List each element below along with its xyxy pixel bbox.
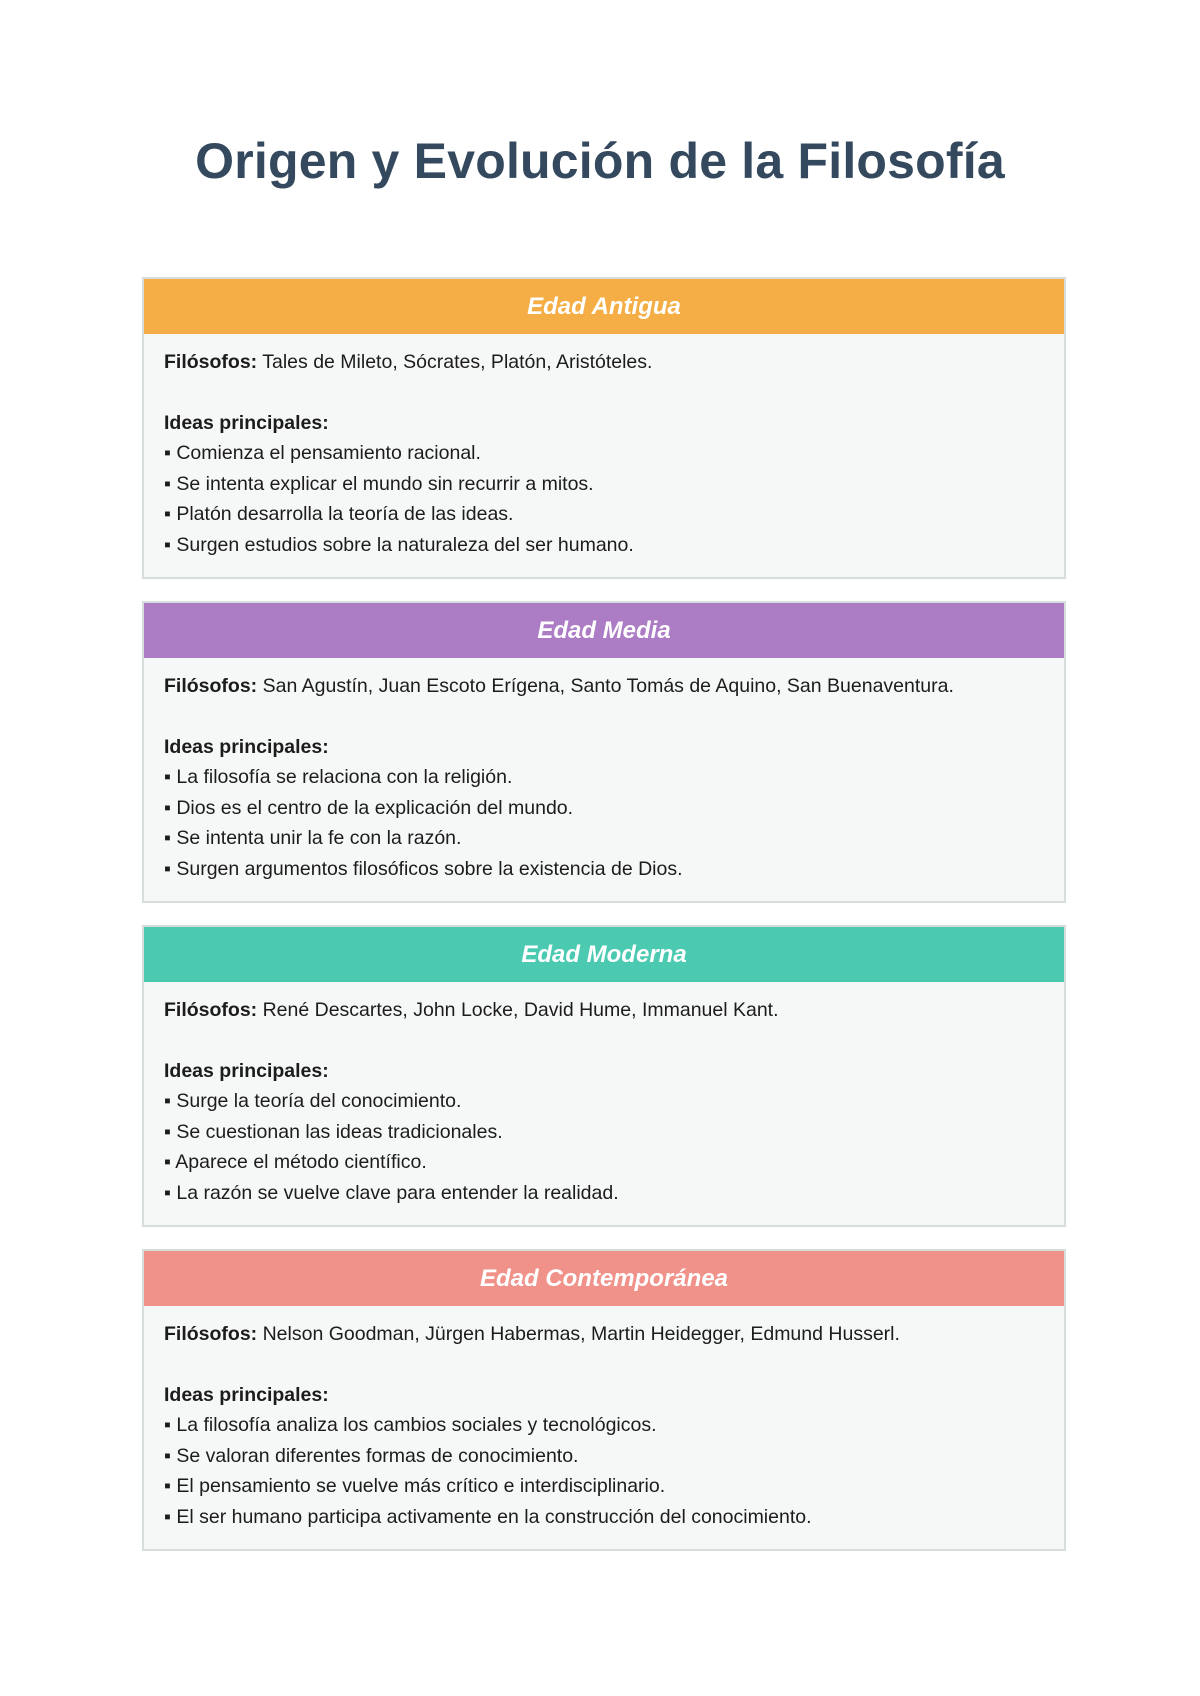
idea-text: Se intenta explicar el mundo sin recurrir a mitos. [176,472,594,495]
ideas-heading: Ideas principales: [164,411,329,434]
idea-item [164,1086,1044,1117]
idea-text: La filosofía analiza los cambios sociales y tecnológicos. [176,1414,657,1436]
bullet-icon: ▪ [164,1090,171,1112]
bullet-icon: ▪ [164,503,171,525]
idea-text: Surgen estudios sobre la naturaleza del ser humano. [176,533,634,556]
idea-item [164,1502,1044,1533]
idea-item [164,499,1044,530]
idea-item [164,762,1044,793]
idea-item [164,1441,1044,1472]
idea-item [164,438,1044,469]
period-body [144,982,1064,1225]
period-card-antigua [142,277,1066,579]
idea-text: Surgen argumentos filosóficos sobre la existencia de Dios. [176,857,683,880]
idea-item [164,1117,1044,1148]
philosophers-label: Filósofos: [164,999,258,1021]
philosophers-line [164,995,1044,1026]
ideas-list [164,1086,1044,1208]
idea-text: Se cuestionan las ideas tradicionales. [176,1120,503,1143]
bullet-icon: ▪ [164,827,171,849]
page-title: Origen y Evolución de la Filosofía [195,133,1005,189]
bullet-icon: ▪ [164,1444,171,1467]
ideas-heading: Ideas principales: [164,1059,329,1082]
period-card-moderna [142,925,1066,1227]
period-header: Edad Moderna [144,927,1064,982]
period-header: Edad Antigua [144,279,1064,334]
bullet-icon: ▪ [164,766,171,788]
bullet-icon: ▪ [164,796,171,819]
idea-text: Surge la teoría del conocimiento. [176,1090,462,1112]
idea-item [164,823,1044,854]
period-body [144,334,1064,577]
idea-text: Se valoran diferentes formas de conocimiento. [176,1444,579,1467]
bullet-icon: ▪ [164,1475,171,1497]
idea-text: El pensamiento se vuelve más crítico e interdisciplinario. [176,1475,666,1497]
idea-item [164,1178,1044,1209]
bullet-icon: ▪ [164,442,171,464]
idea-text: El ser humano participa activamente en la construcción del conocimiento. [176,1505,812,1528]
idea-text: Comienza el pensamiento racional. [176,442,481,464]
philosophers-line [164,347,1044,378]
philosophers-label: Filósofos: [164,675,258,697]
idea-item [164,1147,1044,1178]
bullet-icon: ▪ [164,472,171,495]
ideas-list [164,762,1044,884]
bullet-icon: ▪ [164,1414,171,1436]
period-header: Edad Media [144,603,1064,658]
idea-text: Se intenta unir la fe con la razón. [176,827,462,849]
period-body [144,1306,1064,1549]
philosophers-label: Filósofos: [164,1323,258,1345]
ideas-list [164,438,1044,560]
idea-item [164,530,1044,561]
bullet-icon: ▪ [164,1151,171,1173]
philosophers-list: René Descartes, John Locke, David Hume, Immanuel Kant. [262,999,779,1021]
period-card-contemporanea [142,1249,1066,1551]
bullet-icon: ▪ [164,1120,171,1143]
philosophers-list: San Agustín, Juan Escoto Erígena, Santo Tomás de Aquino, San Buenaventura. [262,675,954,697]
philosophers-list: Nelson Goodman, Jürgen Habermas, Martin Heidegger, Edmund Husserl. [262,1323,900,1345]
idea-item [164,1410,1044,1441]
ideas-heading: Ideas principales: [164,735,329,758]
ideas-heading: Ideas principales: [164,1383,329,1406]
idea-text: Dios es el centro de la explicación del mundo. [176,796,574,819]
idea-text: Platón desarrolla la teoría de las ideas. [176,503,514,525]
philosophers-line [164,671,1044,702]
philosophers-line [164,1319,1044,1350]
idea-item [164,469,1044,500]
idea-text: La filosofía se relaciona con la religión. [176,766,513,788]
bullet-icon: ▪ [164,1505,171,1528]
idea-item [164,854,1044,885]
philosophers-label: Filósofos: [164,351,258,373]
bullet-icon: ▪ [164,533,171,556]
idea-text: Aparece el método científico. [175,1151,427,1173]
idea-item [164,793,1044,824]
idea-item [164,1471,1044,1502]
bullet-icon: ▪ [164,857,171,880]
idea-text: La razón se vuelve clave para entender la realidad. [176,1181,619,1204]
period-card-media [142,601,1066,903]
philosophers-list: Tales de Mileto, Sócrates, Platón, Aristóteles. [262,351,653,373]
period-body [144,658,1064,901]
bullet-icon: ▪ [164,1181,171,1204]
period-header: Edad Contemporánea [144,1251,1064,1306]
ideas-list [164,1410,1044,1532]
periods-container [142,277,1066,1573]
